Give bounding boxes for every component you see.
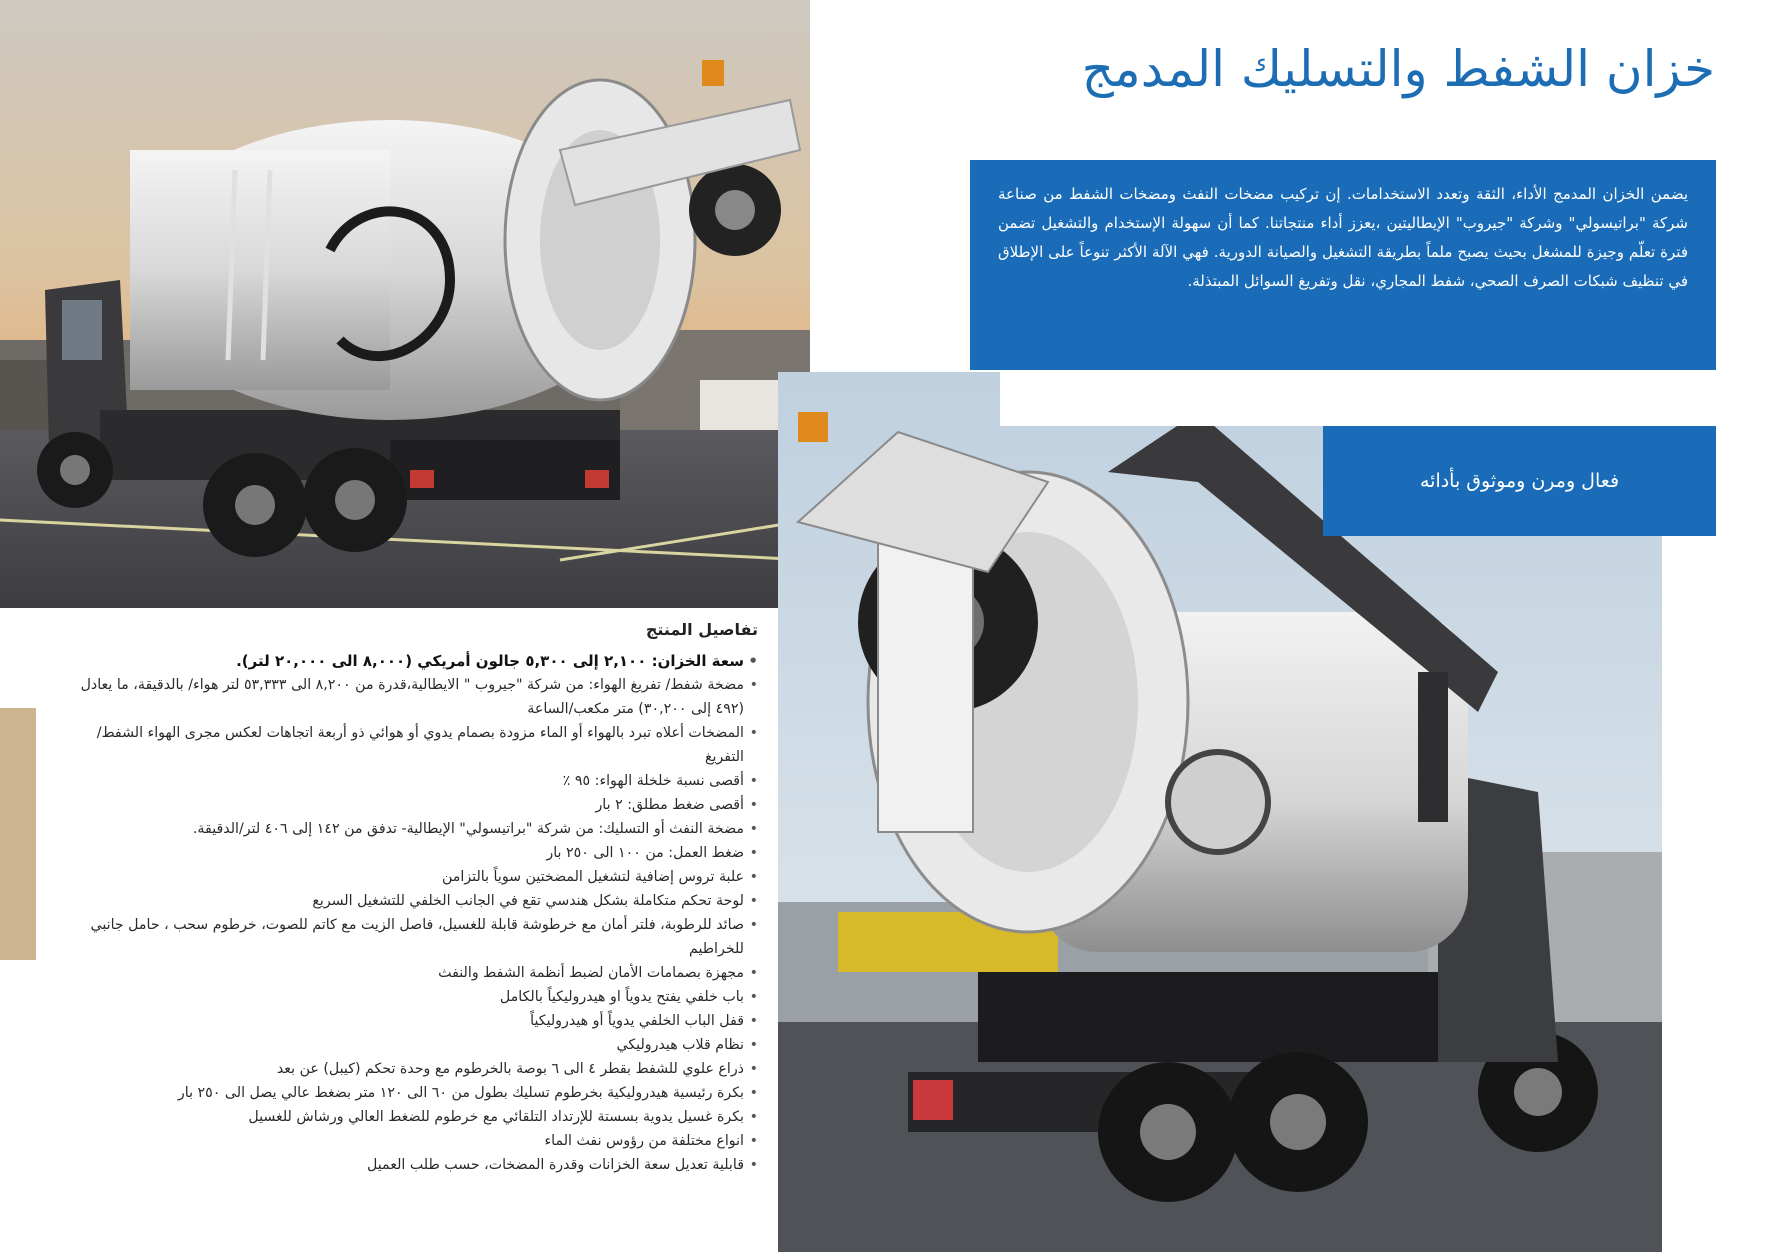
list-item: • قابلية تعديل سعة الخزانات وقدرة المضخات، حسب طلب العميل (70, 1153, 758, 1177)
page-title: خزان الشفط والتسليك المدمج (1081, 40, 1715, 98)
intro-box (970, 160, 1716, 370)
list-item: • بكرة غسيل يدوية بسستة للإرتداد التلقائي مع خرطوم للضغط العالي ورشاش للغسيل (70, 1105, 758, 1129)
gold-side-tab (0, 708, 36, 960)
list-item: • أقصى نسبة خلخلة الهواء: ٩٥ ٪ (70, 769, 758, 793)
details-list (70, 649, 758, 1177)
list-item: • مجهزة بصمامات الأمان لضبط أنظمة الشفط والنفث (70, 961, 758, 985)
tagline-box (1323, 426, 1716, 536)
details-heading: تفاصيل المنتج (645, 620, 758, 639)
list-item: • مضخة النفث أو التسليك: من شركة "براتيسولي" الإيطالية- تدفق من ١٤٢ إلى ٤٠٦ لتر/الدقيقة. (70, 817, 758, 841)
list-item: • مضخة شفط/ تفريغ الهواء: من شركة "جيروب " الايطالية،قدرة من ٨,٢٠٠ الى ٥٣,٣٣٣ لتر هواء/ بالدقيقة، ما يعادل (٤٩٢ إلى ٣٠,٢٠٠) متر مكعب/الساعة (70, 673, 758, 721)
intro-paragraph: يضمن الخزان المدمج الأداء، الثقة وتعدد الاستخدامات. إن تركيب مضخات النفث ومضخات الشفط من صناعة شركة "براتيسولي" وشركة "جيروب" الإيطاليتين ،يعزز أداء منتجاتنا. كما أن سهولة الإستخدام والتشغيل تضمن فترة تعلّم وجيزة للمشغل بحيث يصبح ملماً بطريقة التشغيل والصيانة الدورية. فهي الآلة الأكثر تنوعاً على الإطلاق في تنظيف شبكات الصرف الصحي، شفط المجاري، نقل وتفريغ السوائل المبتذلة. (998, 185, 1688, 290)
list-item: • صائد للرطوبة، فلتر أمان مع خرطوشة قابلة للغسيل، فاصل الزيت مع كاتم للصوت، خرطوم سحب ، حامل جانبي للخراطيم (70, 913, 758, 961)
white-strip (1000, 370, 1662, 426)
list-item: • سعة الخزان: ٢,١٠٠ إلى ٥,٣٠٠ جالون أمريكي (٨,٠٠٠ الى ٢٠,٠٠٠ لتر). (70, 649, 758, 673)
list-item: • لوحة تحكم متكاملة بشكل هندسي تقع في الجانب الخلفي للتشغيل السريع (70, 889, 758, 913)
list-item: • المضخات أعلاه تبرد بالهواء أو الماء مزودة بصمام يدوي أو هوائي ذو أربعة اتجاهات لعكس مجرى الهواء الشفط/ التفريغ (70, 721, 758, 769)
tagline: فعال ومرن وموثوق بأدائه (1419, 470, 1620, 492)
truck-photo-dusk (0, 0, 810, 608)
list-item: • قفل الباب الخلفي يدوياً أو هيدروليكياً (70, 1009, 758, 1033)
list-item: • باب خلفي يفتح يدوياً او هيدروليكياً بالكامل (70, 985, 758, 1009)
product-details (70, 620, 758, 1177)
list-item: • انواع مختلفة من رؤوس نفث الماء (70, 1129, 758, 1153)
list-item: • أقصى ضغط مطلق: ٢ بار (70, 793, 758, 817)
list-item: • بكرة رئيسية هيدروليكية بخرطوم تسليك بطول من ٦٠ الى ١٢٠ متر بضغط عالي يصل الى ٢٥٠ بار (70, 1081, 758, 1105)
list-item: • ضغط العمل: من ١٠٠ الى ٢٥٠ بار (70, 841, 758, 865)
list-item: • نظام قلاب هيدروليكي (70, 1033, 758, 1057)
list-item: • علبة تروس إضافية لتشغيل المضختين سوياً بالتزامن (70, 865, 758, 889)
list-item: • ذراع علوي للشفط بقطر ٤ الى ٦ بوصة بالخرطوم مع وحدة تحكم (كيبل) عن بعد (70, 1057, 758, 1081)
